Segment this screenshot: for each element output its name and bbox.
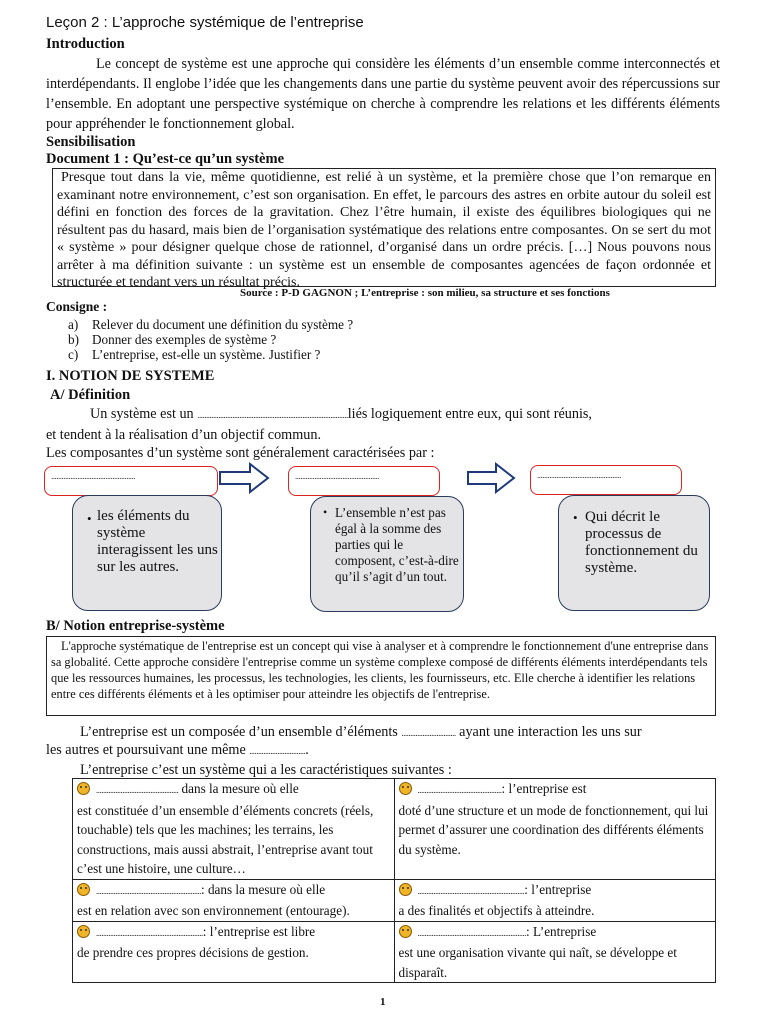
caracteristiques-intro: L’entreprise c’est un système qui a les caractéristiques suivantes :	[80, 762, 452, 778]
red-box-2: ................................................	[288, 466, 440, 496]
consigne-item-a: a) Relever du document une définition du système ?	[68, 317, 354, 332]
smiley-icon	[399, 782, 412, 795]
section1-heading: I. NOTION DE SYSTEME	[46, 368, 215, 384]
doc1-text: Presque tout dans la vie, même quotidienne, est relié à un système, et la première chose que l’on remarque en examinant notre environnement, c’est son organisation. En effet, le parcours des astres en orbite autour du soleil est défini en fonction des forces de la gravitation. Chez l’être humain, il existe des équilibres biologiques qui ne résultent pas du hasard, mais bien de l’organisation systématique des relations entre composantes. On se sert du mot « système » pour désigner quelque chose de rationnel, d’organisé dans un ordre précis. […] Nous pouvons nous arrêter à ma définition suivante : un système est un ensemble de composantes agencées de façon ordonnée et structurée et tendant vers un résultat précis.	[57, 170, 711, 290]
feature-text-1: les éléments du système interagissent les uns sur les autres.	[97, 508, 218, 575]
smiley-icon	[77, 782, 90, 795]
feature-box-3: • Qui décrit le processus de fonctionnement du système.	[558, 495, 710, 611]
table-row	[73, 879, 716, 921]
characteristics-table	[72, 778, 716, 983]
entreprise-line-2: les autres et poursuivant une même .................................	[46, 742, 309, 758]
page-number: 1	[380, 996, 386, 1008]
smiley-icon	[399, 925, 412, 938]
section-b-heading: B/ Notion entreprise-système	[46, 618, 225, 634]
feature-box-1: • les éléments du système interagissent les uns sur les autres.	[72, 495, 222, 611]
table-cell: .............................................................: l’entreprise est libre de prendre ces propres décisions de gestion.	[73, 921, 395, 983]
doc1-box	[52, 168, 716, 290]
table-row	[73, 779, 716, 880]
table-cell: ................................................: l’entreprise est doté d’une structure et un mode de fonctionnement, qui lui permet d’assurer une coordination des différents éléments du système.	[394, 779, 716, 880]
smiley-icon	[399, 883, 412, 896]
table-cell: ..............................................................: L’entreprise est une organisation vivante qui naît, se développe et disparaît.	[394, 921, 716, 983]
doc1-heading: Document 1 : Qu’est-ce qu’un système	[46, 151, 285, 167]
table-cell: .............................................................: l’entreprise a des finalités et objectifs à atteindre.	[394, 879, 716, 921]
arrow-right-icon	[218, 462, 272, 494]
table-cell: ............................................................: dans la mesure où elle est en relation avec son environnement (entourage).	[73, 879, 395, 921]
fill-blank: ................................	[249, 746, 306, 756]
doc2-box	[46, 636, 716, 716]
doc2-text: L'approche systématique de l'entreprise est un concept qui vise à analyser et à comprendre le fonctionnement d'une entreprise dans sa globalité. Cette approche considère l'entreprise comme un système complexe composé de différents éléments interdépendants tels que les ressources humaines, les processus, les technologies, les clients, les fournisseurs, etc. Elle cherche à identifier les relations entre ces différents éléments et à les optimiser pour atteindre les objectifs de l'entreprise.	[51, 639, 709, 701]
lesson-title: Leçon 2 : L’approche systémique de l’entreprise	[46, 14, 364, 31]
doc1-source: Source : P-D GAGNON ; L’entreprise : son milieu, sa structure et ses fonctions	[240, 287, 610, 299]
definition-line-2: et tendent à la réalisation d’un objectif commun.	[46, 427, 321, 443]
fill-blank: ......................................................................................	[197, 410, 348, 420]
smiley-icon	[77, 883, 90, 896]
table-cell: ............................................... dans la mesure où elle est constituée d’un ensemble d’éléments concrets (réels, touchable) tels que les machines; les terrains, les constructions, mais aussi abstrait, l’entreprise avant tout c’est une histoire, une culture…	[73, 779, 395, 880]
entreprise-line-1: L’entreprise est un composée d’un ensemble d’éléments ............................... ayant une interaction les uns sur	[80, 724, 642, 740]
table-row	[73, 921, 716, 983]
arrow-right-icon	[466, 462, 518, 494]
intro-heading: Introduction	[46, 36, 125, 52]
fill-blank: ...............................	[401, 728, 456, 738]
red-box-3: ................................................	[530, 465, 682, 495]
composantes-intro: Les composantes d’un système sont généralement caractérisées par :	[46, 445, 435, 461]
feature-text-2: L’ensemble n’est pas égal à la somme des parties qui le composent, c’est-à-dire qu’il s’agit d’un tout.	[335, 505, 459, 584]
feature-text-3: Qui décrit le processus de fonctionnement du système.	[585, 509, 698, 576]
red-box-1: ................................................	[44, 466, 218, 496]
consigne-heading: Consigne :	[46, 299, 108, 314]
definition-line-1: Un système est un ......................................................................................liés logiquement entre eux, qui sont réunis,	[90, 406, 592, 422]
intro-text: Le concept de système est une approche qui considère les éléments d’un ensemble comme interconnectés et interdépendants. Il englobe l’idée que les changements dans une partie du système peuvent avoir des répercussions sur l’ensemble. En adoptant une perspective systémique on cherche à comprendre les relations et les différents éléments pour appréhender le fonctionnement global.	[46, 56, 720, 132]
definition-heading: A/ Définition	[50, 387, 131, 403]
consigne-item-c: c) L’entreprise, est-elle un système. Justifier ?	[68, 347, 321, 362]
smiley-icon	[77, 925, 90, 938]
consigne-item-b: b) Donner des exemples de système ?	[68, 332, 277, 347]
feature-box-2: • L’ensemble n’est pas égal à la somme des parties qui le composent, c’est-à-dire qu’il s’agit d’un tout.	[310, 496, 464, 612]
sensibilisation-heading: Sensibilisation	[46, 134, 136, 150]
